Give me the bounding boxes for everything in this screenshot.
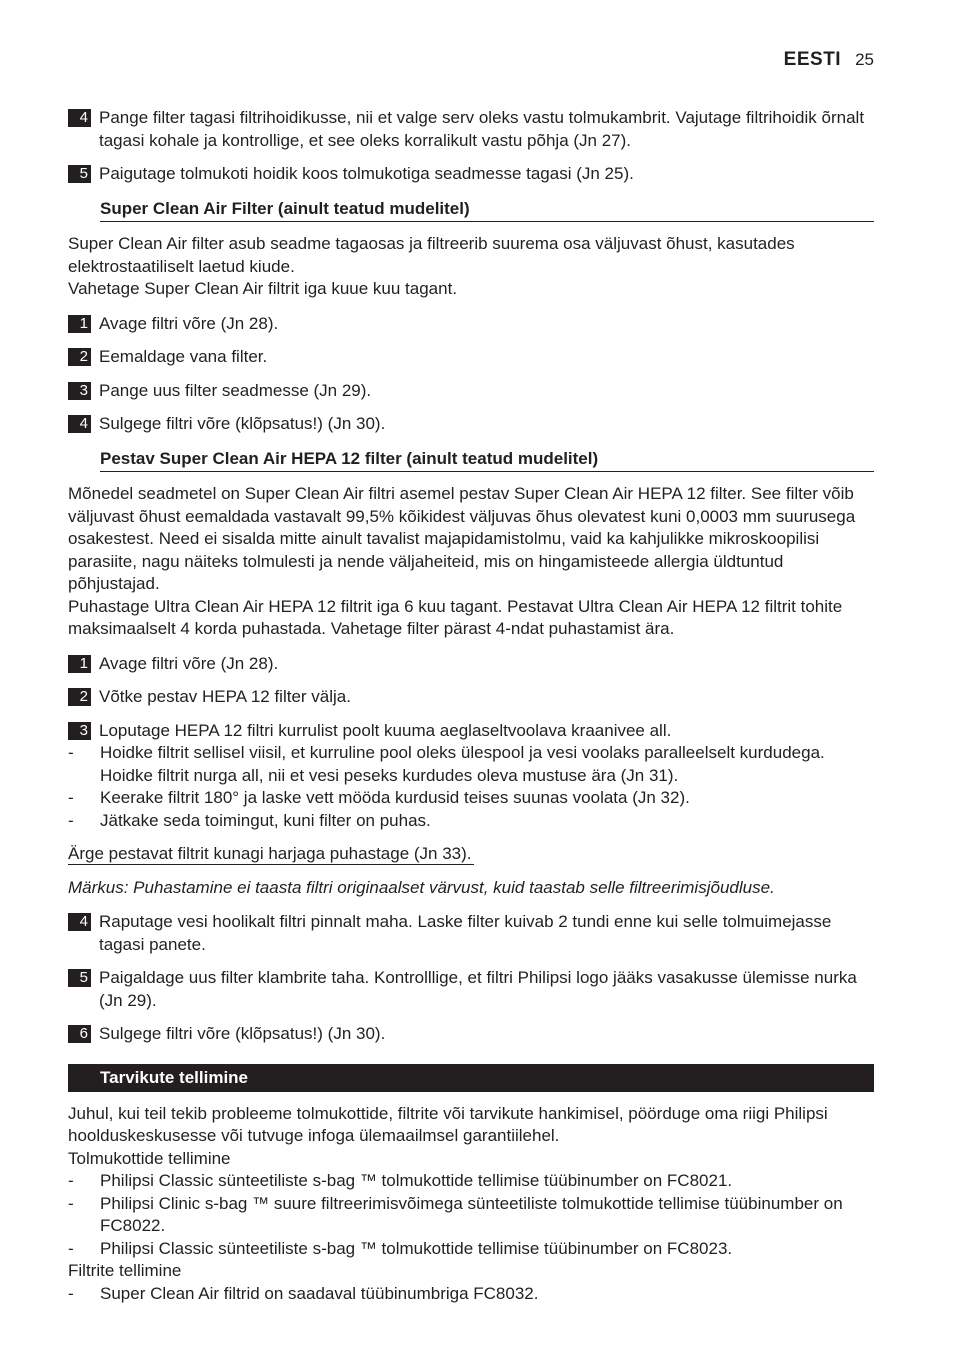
- step-item: [68, 107, 874, 152]
- paragraph: Puhastage Ultra Clean Air HEPA 12 filtrit iga 6 kuu tagant. Pestavat Ultra Clean Air HEPA 12 filtrit tohite maksimaalselt 4 korda puhastada. Vahetage filter pärast 4-ndat puhastamist ära.: [68, 596, 843, 638]
- step-item: [68, 380, 874, 403]
- list-item: [68, 787, 874, 810]
- dash-bullet: -: [68, 743, 74, 762]
- paragraph: Juhul, kui teil tekib probleeme tolmukottide, filtrite või tarvikute hankimisel, pöörduge oma riigi Philipsi hoolduskeskusesse või tutvuge infoga ülemaailmsel garantiilehel.: [68, 1103, 828, 1145]
- step-number: 1: [68, 315, 91, 333]
- step-number: 2: [68, 688, 91, 706]
- step-text: Pange filter tagasi filtrihoidikusse, nii et valge serv oleks vastu tolmukambrit. Vajutage filtrihoidik õrnalt tagasi kohale ja kontrollige, et see oleks korralikult vastu põhja (Jn 27).: [99, 108, 865, 150]
- paragraph: Super Clean Air filter asub seadme tagaosas ja filtreerib suurema osa väljuvast õhust, kasutades elektrostaatiliselt laetud kiude.: [68, 234, 795, 276]
- step-number: 4: [68, 415, 91, 433]
- step-text: Sulgege filtri võre (klõpsatus!) (Jn 30).: [99, 414, 386, 433]
- list-item: [68, 1170, 874, 1193]
- list-item: [68, 1238, 874, 1261]
- list-item: [68, 742, 874, 787]
- warning-text: Ärge pestavat filtrit kunagi harjaga puhastage (Jn 33).: [68, 844, 472, 863]
- step-text: Sulgege filtri võre (klõpsatus!) (Jn 30).: [99, 1024, 386, 1043]
- section-heading-bar: Tarvikute tellimine: [68, 1064, 874, 1092]
- step-item: [68, 313, 874, 336]
- list-item-text: Jätkake seda toimingut, kuni filter on puhas.: [100, 810, 431, 830]
- step-number: 3: [68, 722, 91, 740]
- step-number: 5: [68, 165, 91, 183]
- step-number: 1: [68, 655, 91, 673]
- step-item: [68, 346, 874, 369]
- list-item-text: Philipsi Clinic s-bag ™ suure filtreerimisvõimega sünteetiliste tolmukottide tellimise tüübinumber on FC8022.: [100, 1193, 843, 1235]
- subheading: Tolmukottide tellimine: [68, 1148, 231, 1168]
- step-text: Paigutage tolmukoti hoidik koos tolmukotiga seadmesse tagasi (Jn 25).: [99, 164, 634, 183]
- step-text: Avage filtri võre (Jn 28).: [99, 313, 279, 333]
- paragraph: Vahetage Super Clean Air filtrit iga kuue kuu tagant.: [68, 279, 458, 298]
- page-content: [68, 107, 874, 1305]
- list-item: [68, 1193, 874, 1238]
- step-text: Raputage vesi hoolikalt filtri pinnalt maha. Laske filter kuivab 2 tundi enne kui selle tolmuimejasse tagasi panete.: [99, 912, 832, 954]
- dash-bullet: -: [68, 1238, 74, 1258]
- note-text: Märkus: Puhastamine ei taasta filtri originaalset värvust, kuid taastab selle filtreerimisjõudluse.: [68, 877, 775, 897]
- page-number: 25: [855, 50, 874, 69]
- list-item-text: Philipsi Classic sünteetiliste s-bag ™ tolmukottide tellimise tüübinumber on FC8021.: [100, 1171, 733, 1190]
- step-number: 5: [68, 969, 91, 987]
- dash-bullet: -: [68, 788, 74, 807]
- paragraph: Mõnedel seadmetel on Super Clean Air filtri asemel pestav Super Clean Air HEPA 12 filter. See filter võib väljuvast õhust eemaldada vastavalt 99,5% kõikidest väljuvas õhus olevatest kuni 0,0003 mm suurusega osakestest. Need ei sisalda mitte ainult tavalist majapidamistolmu, vaid ka kahjulikke mikroskoopilisi parasiite, nagu näiteks tolmulesti ja nende väljaheiteid, mis on hingamisteede allergia üldtuntud põhjustajad.: [68, 484, 856, 593]
- list-item: [68, 1283, 874, 1306]
- step-text: Eemaldage vana filter.: [99, 347, 268, 366]
- step-item: [68, 967, 874, 1012]
- step-item: [68, 653, 874, 676]
- dash-bullet: -: [68, 810, 74, 830]
- step-number: 6: [68, 1025, 91, 1043]
- page-header: [784, 49, 874, 72]
- list-item-text: Hoidke filtrit sellisel viisil, et kurruline pool oleks ülespool ja vesi voolaks paralleelselt kurdudega. Hoidke filtrit nurga all, nii et vesi peseks kurdudes oleva mustuse ära (Jn 31).: [100, 743, 825, 785]
- step-item: [68, 413, 874, 436]
- list-item-text: Keerake filtrit 180° ja laske vett mööda kurdusid teises suunas voolata (Jn 32).: [100, 788, 690, 807]
- dash-bullet: -: [68, 1171, 74, 1190]
- dash-bullet: -: [68, 1193, 74, 1213]
- step-number: 4: [68, 913, 91, 931]
- step-text: Paigaldage uus filter klambrite taha. Kontrolllige, et filtri Philipsi logo jääks vasakusse ülemisse nurka (Jn 29).: [99, 968, 857, 1010]
- step-text: Avage filtri võre (Jn 28).: [99, 653, 279, 673]
- dash-bullet: -: [68, 1283, 74, 1303]
- list-item: [68, 810, 874, 833]
- step-number: 2: [68, 348, 91, 366]
- step-text: Pange uus filter seadmesse (Jn 29).: [99, 380, 372, 400]
- step-number: 4: [68, 109, 91, 127]
- step-text: Loputage HEPA 12 filtri kurrulist poolt kuuma aeglaseltvoolava kraanivee all.: [99, 720, 672, 740]
- step-item: [68, 911, 874, 956]
- step-item: [68, 720, 874, 743]
- warning-line: [68, 843, 874, 866]
- section-heading: Super Clean Air Filter (ainult teatud mudelitel): [100, 198, 874, 223]
- step-item: [68, 163, 874, 186]
- subheading: Filtrite tellimine: [68, 1261, 182, 1280]
- step-item: [68, 686, 874, 709]
- language-label: EESTI: [783, 49, 842, 70]
- step-text: Võtke pestav HEPA 12 filter välja.: [99, 687, 351, 706]
- list-item-text: Super Clean Air filtrid on saadaval tüübinumbriga FC8032.: [100, 1283, 539, 1303]
- list-item-text: Philipsi Classic sünteetiliste s-bag ™ tolmukottide tellimise tüübinumber on FC8023.: [100, 1238, 733, 1258]
- step-item: [68, 1023, 874, 1046]
- section-heading: Pestav Super Clean Air HEPA 12 filter (ainult teatud mudelitel): [100, 448, 874, 473]
- step-number: 3: [68, 382, 91, 400]
